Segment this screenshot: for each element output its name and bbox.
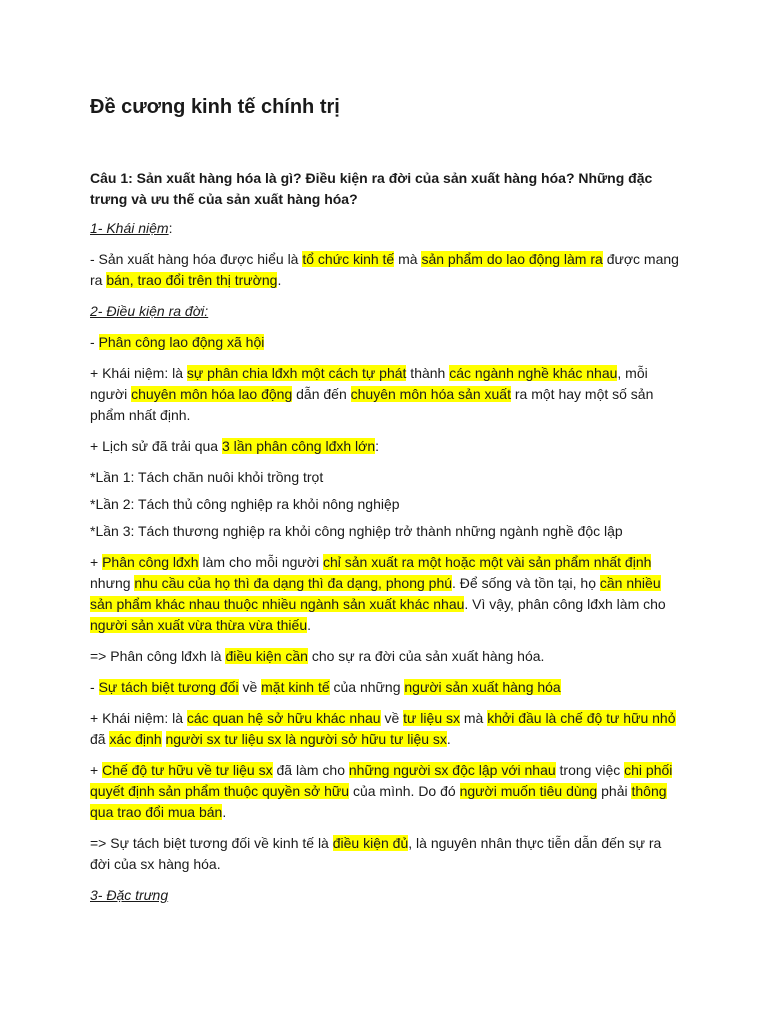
text-run: . [222,804,227,820]
text-run: - Sản xuất hàng hóa được hiểu là [90,251,303,267]
highlighted-text: chi phối quyết định sản phẩm thuộc quyền sở hữu [90,762,673,799]
body-paragraph [90,249,680,291]
highlighted-text: điều kiện cần [225,648,308,664]
highlighted-text: 3 lần phân công lđxh lớn [221,438,376,454]
heading-text: 2- Điều kiện ra đời: [90,303,209,319]
text-run: => Phân công lđxh là [90,648,226,664]
text-run [162,731,166,747]
body-paragraph [90,494,680,515]
section-heading [90,885,680,906]
text-run: + Lịch sử đã trải qua [90,438,222,454]
highlighted-text: tổ chức kinh tế [302,251,395,267]
text-run: dẫn đến [292,386,351,402]
body-paragraph [90,332,680,353]
text-run: cho sự ra đời của sản xuất hàng hóa. [307,648,545,664]
highlighted-text: mặt kinh tế [261,679,330,695]
text-run: , mỗi người [90,365,648,402]
body-paragraph [90,646,680,667]
highlighted-text: xác định [109,731,162,747]
highlighted-text: người sản xuất vừa thừa vừa thiếu [90,617,308,633]
text-run: => Sự tách biệt tương đối về kinh tế là [90,835,333,851]
highlighted-text: chuyên môn hóa sản xuất [350,386,511,402]
text-run: Câu 1: Sản xuất hàng hóa là gì? Điều kiện ra đời của sản xuất hàng hóa? Những đặc trưng và ưu thế của sản xuất hàng hóa? [90,170,653,207]
body-paragraph [90,833,680,875]
text-run: . [277,272,282,288]
highlighted-text: bán, trao đổi trên thị trường [106,272,278,288]
text-run: *Lần 3: Tách thương nghiệp ra khỏi công nghiệp trở thành những ngành nghề độc lập [90,523,623,539]
highlighted-text: người sản xuất hàng hóa [404,679,561,695]
text-run: + Khái niệm: là [90,365,187,381]
text-run: trong việc [555,762,625,778]
highlighted-text: Chế độ tư hữu về tư liệu sx [102,762,273,778]
text-run: được mang ra [90,251,679,288]
body-paragraph [90,363,680,426]
highlighted-text: những người sx độc lập với nhau [348,762,556,778]
highlighted-text: chỉ sản xuất ra một hoặc một vài sản phẩm nhất định [322,554,652,570]
text-run: thành [406,365,450,381]
body-paragraph [90,677,680,698]
body-paragraph [90,760,680,823]
text-run: , là nguyên nhân thực tiễn dẫn đến sự ra đời của sx hàng hóa. [90,835,662,872]
highlighted-text: chuyên môn hóa lao động [131,386,293,402]
text-run: *Lần 2: Tách thủ công nghiệp ra khỏi nông nghiệp [90,496,400,512]
highlighted-text: điều kiện đủ [332,835,409,851]
text-run: . Để sống và tồn tại, họ [452,575,600,591]
highlighted-text: sự phân chia lđxh một cách tự phát [186,365,407,381]
body-paragraph [90,436,680,457]
text-run: : [375,438,380,454]
highlighted-text: tư liệu sx [403,710,460,726]
text-run: nhưng [90,575,135,591]
body-paragraph [90,708,680,750]
text-run: - [90,679,99,695]
text-run: + [90,762,103,778]
text-run: + Khái niệm: là [90,710,187,726]
text-run: + [90,554,103,570]
text-run: đã [90,731,110,747]
highlighted-text: Phân công lao động xã hội [98,334,265,350]
text-run: ra một hay một số sản phẩm nhất định. [90,386,654,423]
highlighted-text: sản phẩm do lao động làm ra [421,251,603,267]
text-run: mà [460,710,488,726]
question-text [90,168,680,210]
text-run: - [90,334,99,350]
highlighted-text: Phân công lđxh [102,554,199,570]
highlighted-text: người muốn tiêu dùng [459,783,598,799]
text-run: về [238,679,262,695]
text-run: của những [329,679,405,695]
highlighted-text: thông qua trao đổi mua bán [90,783,667,820]
text-run: phải [597,783,632,799]
text-run: *Lần 1: Tách chăn nuôi khỏi trồng trọt [90,469,324,485]
text-run: . Vì vậy, phân công lđxh làm cho [464,596,666,612]
body-paragraph [90,552,680,636]
text-run: của mình. Do đó [349,783,460,799]
highlighted-text: Sự tách biệt tương đối [98,679,239,695]
highlighted-text: các ngành nghề khác nhau [449,365,618,381]
text-run: . [446,731,451,747]
document-body [90,168,680,916]
body-paragraph [90,521,680,542]
section-heading [90,301,680,322]
highlighted-text: khởi đầu là chế độ tư hữu nhỏ [487,710,676,726]
highlighted-text: cần nhiều sản phẩm khác nhau thuộc nhiều ngành sản xuất khác nhau [90,575,661,612]
highlighted-text: các quan hệ sở hữu khác nhau [186,710,381,726]
heading-text: 3- Đặc trưng [90,887,169,903]
text-run: mà [394,251,422,267]
heading-text: 1- Khái niệm [90,220,169,236]
highlighted-text: nhu cầu của họ thì đa dạng thì đa dạng, phong phú [134,575,453,591]
text-run: : [168,220,173,236]
text-run: . [307,617,312,633]
highlighted-text: người sx tư liệu sx là người sở hữu tư liệu sx [165,731,447,747]
text-run: về [380,710,404,726]
document-title: Đề cương kinh tế chính trị [90,96,340,118]
text-run: làm cho mỗi người [198,554,323,570]
section-heading [90,218,680,239]
text-run: đã làm cho [272,762,349,778]
body-paragraph [90,467,680,488]
